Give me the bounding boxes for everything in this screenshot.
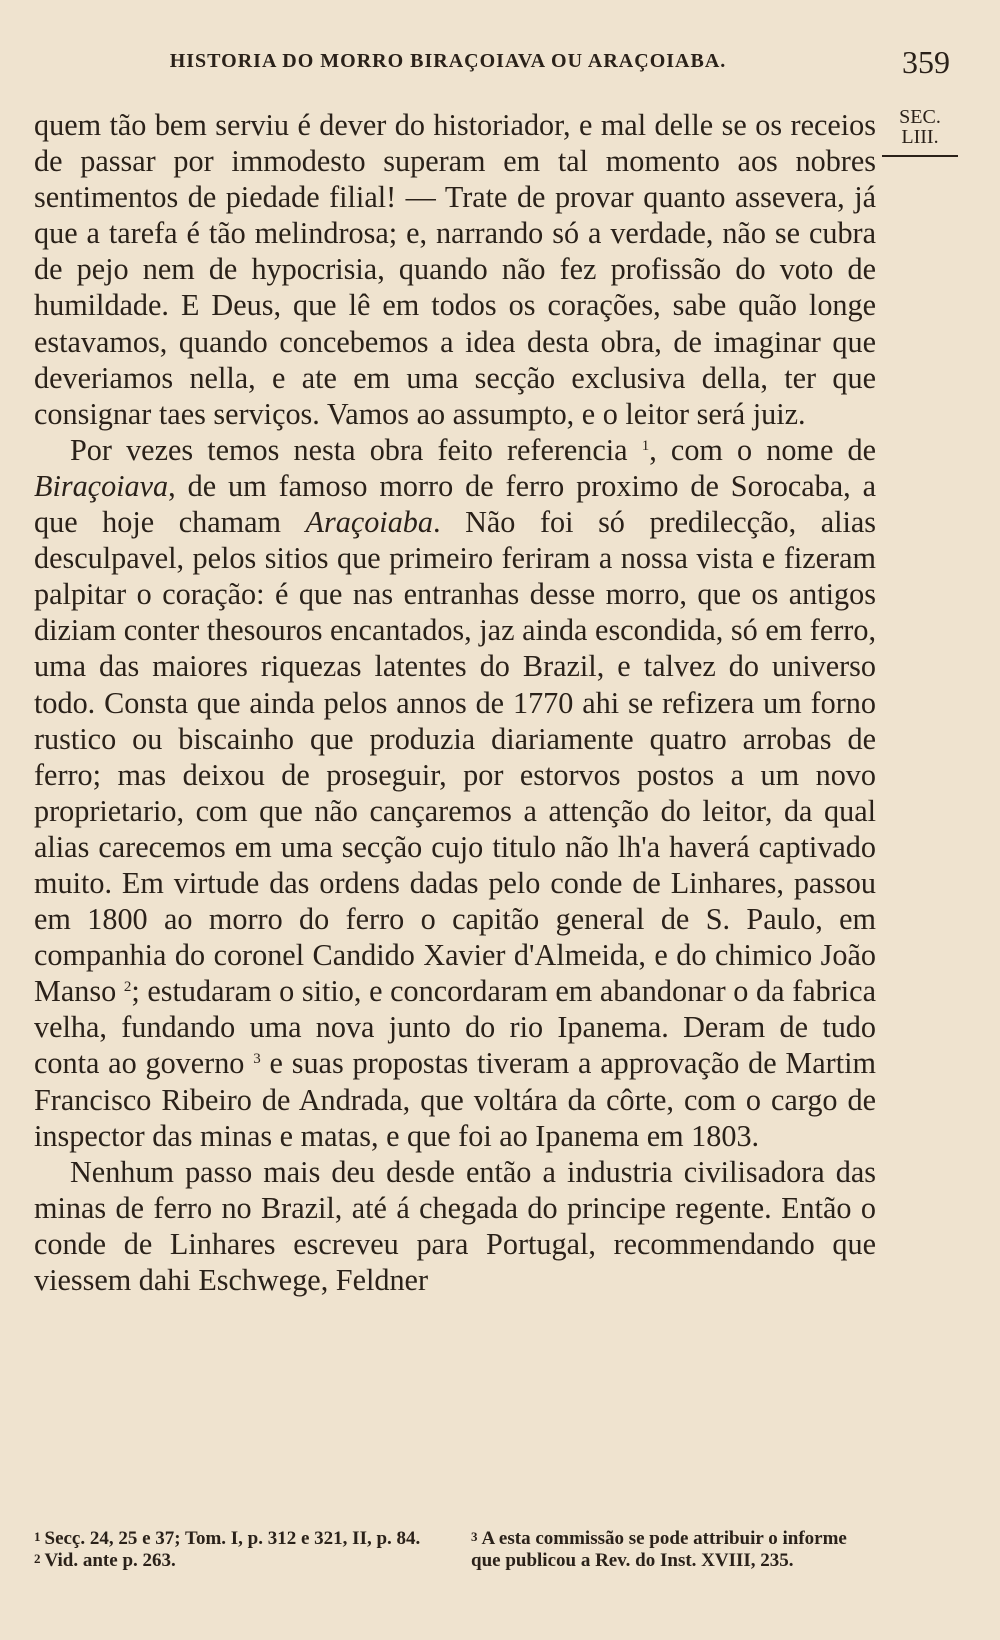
footnotes (34, 1528, 876, 1572)
footnote (34, 1528, 454, 1550)
text-run: Por vezes temos nesta obra feito referencia (70, 432, 642, 467)
paragraph (34, 432, 876, 1154)
footnote-number: 3 (471, 1529, 478, 1544)
text-run: . Não foi só predilecção, alias desculpavel, pelos sitios que primeiro feriram a nossa vista e fizeram palpitar o coração: é que nas entranhas desse morro, que os antigos diziam conter thesouros encantados, jaz ainda escondida, só em ferro, uma das maiores riquezas latentes do Brazil, e talvez do universo todo. Consta que ainda pelos annos de 1770 ahi se refizera um forno rustico ou biscainho que produzia diariamente quatro arrobas de ferro; mas deixou de proseguir, por estorvos postos a um novo proprietario, com que não cançaremos a attenção do leitor, da qual alias carecemos em uma secção cujo titulo não lh'a haverá captivado muito. Em virtude das ordens dadas pelo conde de Linhares, passou em 1800 ao morro do ferro o capitão general de S. Paulo, em companhia do coronel Candido Xavier d'Almeida, e do chimico João Manso (34, 505, 877, 1009)
footnote-text: A esta commissão se pode attribuir o informe que publicou a Rev. do Inst. XVIII, 235. (471, 1528, 847, 1571)
section-margin-note (882, 107, 958, 157)
text-run: , de um famoso morro de ferro proximo de Sorocaba, a que hoje chamam (34, 468, 876, 540)
footnote (471, 1528, 876, 1572)
text-run: Nenhum passo mais deu desde então a industria civilisadora das minas de ferro no Brazil, até á chegada do principe regente. Então o conde de Linhares escreveu para Portugal, recommendando que viessem dahi Eschwege, Feldner (34, 1154, 876, 1297)
footnote-number: 2 (34, 1551, 41, 1566)
footnote-marker: 3 (253, 1051, 261, 1068)
footnote-marker: 1 (641, 437, 650, 454)
paragraph (34, 107, 876, 432)
section-rule (882, 155, 958, 157)
italic-place-name: Biraçoiava (34, 468, 169, 503)
footnote-marker: 2 (123, 979, 132, 996)
footnotes-left-column (34, 1528, 454, 1572)
footnotes-right-column (471, 1528, 876, 1572)
footnote-number: 1 (34, 1529, 41, 1544)
text-run: e suas propostas tiveram a approvação de Martim Francisco Ribeiro de Andrada, que voltára da côrte, com o cargo de inspector das minas e matas, e que foi ao Ipanema em 1803. (34, 1046, 876, 1153)
section-number: LIII. (901, 126, 939, 148)
page-number: 359 (902, 44, 950, 80)
footnote-text: Secç. 24, 25 e 37; Tom. I, p. 312 e 321, II, p. 84. (44, 1528, 421, 1549)
footnote-text: Vid. ante p. 263. (44, 1550, 176, 1571)
italic-place-name: Araçoiaba (305, 505, 433, 540)
text-run: ; estudaram o sitio, e concordaram em abandonar o da fabrica velha, fundando uma nova junto do rio Ipanema. Deram de tudo conta ao governo (34, 974, 876, 1081)
text-run: quem tão bem serviu é dever do historiador, e mal delle se os receios de passar por immodesto superam em tal momento aos nobres sentimentos de piedade filial! — Trate de provar quanto assevera, já que a tarefa é tão melindrosa; e, narrando só a verdade, não se cubra de pejo nem de hypocrisia, quando não fez profissão do voto de humildade. E Deus, que lê em todos os corações, sabe quão longe estavamos, quando concebemos a idea desta obra, de imaginar que deveriamos nella, e ate em uma secção exclusiva della, ter que consignar taes serviços. Vamos ao assumpto, e o leitor será juiz. (34, 108, 876, 431)
section-label: SEC. (899, 106, 941, 128)
footnote (34, 1550, 454, 1572)
text-run: , com o nome de (649, 432, 876, 467)
running-title: HISTORIA DO MORRO BIRAÇOIAVA OU ARAÇOIABA. (169, 50, 727, 72)
paragraph (34, 1154, 876, 1298)
main-text (34, 107, 876, 1298)
